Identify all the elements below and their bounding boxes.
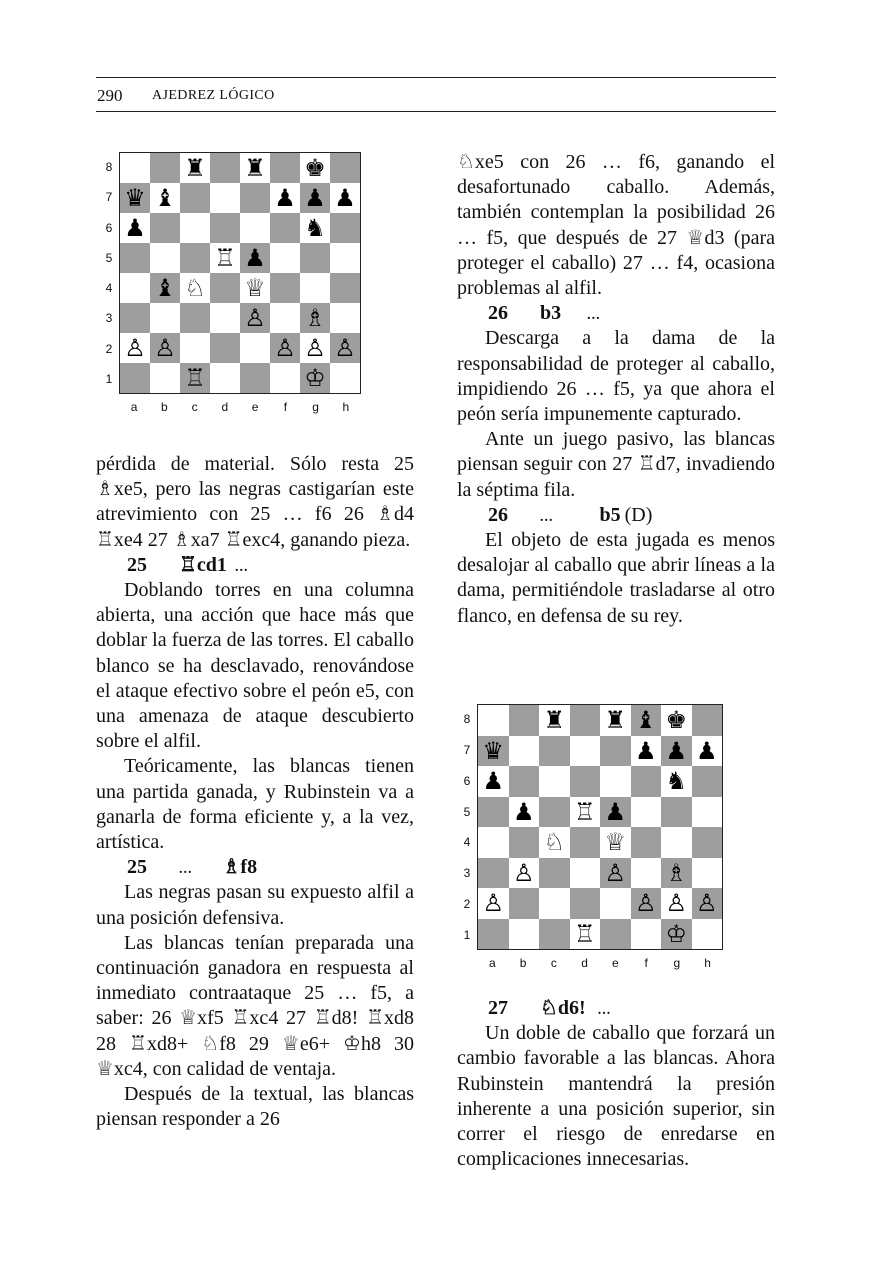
rank-label: 4 [105, 281, 113, 296]
square-h1 [330, 363, 360, 393]
move-number: 25 [127, 553, 147, 576]
square-e4 [240, 273, 270, 303]
square-a8 [478, 705, 509, 736]
rank-label: 4 [463, 835, 471, 850]
chess-piece-icon: ♟ [512, 797, 535, 826]
paragraph: Doblando torres en una columna abierta, una acción que hace más que doblar la fuerza de las torres. El caballo blanco se ha desclavado, renovándose el ataque efectivo sobre el peón e5, con una amenaza de ataque descubierto sobre el alfil. [96, 579, 414, 753]
square-h5 [692, 797, 723, 828]
file-label: c [191, 400, 198, 414]
move-25-white [96, 553, 414, 578]
square-g6 [300, 213, 330, 243]
paragraph: Las blancas tenían preparada una continuación ganadora en respuesta al inmediato contraataque 25 … f5, a saber: 26 ♕xf5 ♖xc4 27 ♖d8! ♖xd8 28 ♖xd8+ ♘f8 29 ♕e6+ ♔h8 30 ♕xc4, con calidad de ventaja. [96, 931, 414, 1080]
square-a2 [120, 333, 150, 363]
rank-label: 1 [105, 371, 113, 386]
chess-piece-icon: ♙ [244, 304, 266, 332]
file-label: e [251, 400, 259, 414]
square-c4 [180, 273, 210, 303]
chess-piece-icon: ♛ [124, 184, 146, 212]
square-a7 [120, 183, 150, 213]
square-a8 [120, 153, 150, 183]
move-26-black [457, 503, 775, 528]
square-f7 [631, 736, 662, 767]
square-b3 [150, 303, 180, 333]
square-c3 [180, 303, 210, 333]
file-label: b [519, 956, 527, 970]
square-c5 [180, 243, 210, 273]
square-e2 [240, 333, 270, 363]
chess-piece-icon: ♘ [543, 828, 565, 857]
chess-piece-icon: ♟ [665, 736, 687, 765]
square-g2 [661, 888, 692, 919]
file-label: g [312, 400, 319, 414]
chess-piece-icon: ♙ [482, 889, 504, 918]
chess-piece-icon: ♜ [244, 154, 266, 182]
chess-piece-icon: ♟ [274, 184, 296, 212]
chess-piece-icon: ♙ [304, 334, 326, 362]
paragraph: Las negras pasan su expuesto alfil a una posición defensiva. [96, 881, 414, 929]
chess-piece-icon: ♟ [334, 184, 356, 212]
square-c2 [539, 888, 570, 919]
move-placeholder: ... [587, 308, 601, 324]
square-d7 [210, 183, 240, 213]
right-column [457, 150, 775, 629]
paragraph: Ante un juego pasivo, las blancas piensan seguir con 27 ♖d7, invadiendo la séptima fila. [457, 428, 775, 501]
chess-piece-icon: ♙ [274, 334, 296, 362]
chess-piece-icon: ♗ [304, 304, 326, 332]
square-a1 [120, 363, 150, 393]
square-h3 [692, 858, 723, 889]
square-g3 [300, 303, 330, 333]
square-c1 [539, 919, 570, 950]
square-f6 [270, 213, 300, 243]
chess-piece-icon: ♔ [304, 364, 326, 392]
square-b8 [509, 705, 540, 736]
chess-piece-icon: ♝ [634, 706, 657, 735]
square-e8 [240, 153, 270, 183]
chess-piece-icon: ♜ [604, 706, 626, 735]
square-f5 [631, 797, 662, 828]
chess-piece-icon: ♜ [543, 706, 565, 735]
square-d4 [570, 827, 601, 858]
square-h6 [692, 766, 723, 797]
file-label: d [221, 400, 229, 414]
move-placeholder: ... [234, 559, 249, 575]
chess-piece-icon: ♔ [665, 919, 687, 948]
file-label: f [283, 400, 288, 414]
chess-piece-icon: ♕ [604, 828, 626, 857]
square-d2 [210, 333, 240, 363]
move-number: 26 [488, 503, 508, 526]
square-f5 [270, 243, 300, 273]
square-h2 [330, 333, 360, 363]
chess-piece-icon: ♖ [214, 244, 236, 272]
square-c3 [539, 858, 570, 889]
square-e6 [600, 766, 631, 797]
move-notation: b5 [599, 503, 621, 526]
rank-label: 5 [463, 804, 471, 819]
rank-label: 3 [105, 311, 113, 326]
chess-piece-icon: ♞ [304, 214, 326, 242]
move-number: 26 [488, 302, 508, 325]
square-b2 [509, 888, 540, 919]
square-c8 [180, 153, 210, 183]
square-e3 [600, 858, 631, 889]
chess-piece-icon: ♚ [665, 706, 687, 735]
square-h1 [692, 919, 723, 950]
square-a6 [478, 766, 509, 797]
square-f2 [270, 333, 300, 363]
square-e3 [240, 303, 270, 333]
square-c8 [539, 705, 570, 736]
chess-piece-icon: ♙ [634, 889, 657, 918]
square-f3 [631, 858, 662, 889]
chess-piece-icon: ♟ [244, 244, 266, 272]
rank-label: 8 [105, 160, 113, 175]
square-a3 [120, 303, 150, 333]
square-f6 [631, 766, 662, 797]
chess-piece-icon: ♟ [634, 736, 657, 765]
square-h5 [330, 243, 360, 273]
square-f2 [631, 888, 662, 919]
square-d8 [570, 705, 601, 736]
chess-piece-icon: ♙ [334, 334, 356, 362]
square-g2 [300, 333, 330, 363]
square-a1 [478, 919, 509, 950]
square-g6 [661, 766, 692, 797]
chess-piece-icon: ♗ [665, 858, 687, 887]
chess-piece-icon: ♟ [695, 736, 718, 765]
square-h4 [692, 827, 723, 858]
square-e6 [240, 213, 270, 243]
file-label: f [644, 956, 648, 970]
file-label: g [673, 956, 681, 970]
square-a2 [478, 888, 509, 919]
square-b1 [509, 919, 540, 950]
square-e8 [600, 705, 631, 736]
square-c1 [180, 363, 210, 393]
chess-piece-icon: ♙ [695, 889, 718, 918]
chess-piece-icon: ♟ [304, 184, 326, 212]
chess-diagram-1 [96, 146, 366, 418]
move-notation: b3 [540, 302, 562, 325]
square-d6 [210, 213, 240, 243]
square-a4 [120, 273, 150, 303]
square-h7 [692, 736, 723, 767]
square-b8 [150, 153, 180, 183]
chess-piece-icon: ♞ [665, 767, 687, 796]
square-h2 [692, 888, 723, 919]
page-number: 290 [97, 86, 123, 105]
chess-piece-icon: ♙ [124, 334, 146, 362]
square-c4 [539, 827, 570, 858]
rank-label: 8 [463, 712, 471, 727]
move-notation: ♘d6! [540, 997, 586, 1019]
rank-label: 7 [463, 743, 471, 758]
file-label: a [489, 956, 496, 970]
chess-piece-icon: ♝ [154, 184, 176, 212]
rank-label: 3 [463, 866, 471, 881]
move-26-white [457, 301, 775, 326]
chess-piece-icon: ♛ [482, 736, 504, 765]
square-b7 [150, 183, 180, 213]
square-h4 [330, 273, 360, 303]
file-label: h [342, 400, 350, 414]
file-label: h [704, 956, 711, 970]
square-f7 [270, 183, 300, 213]
square-g7 [300, 183, 330, 213]
square-h7 [330, 183, 360, 213]
chess-piece-icon: ♖ [573, 919, 596, 948]
square-h6 [330, 213, 360, 243]
move-notation: ♖cd1 [179, 553, 227, 576]
square-f8 [631, 705, 662, 736]
square-f8 [270, 153, 300, 183]
square-d2 [570, 888, 601, 919]
chess-piece-icon: ♙ [512, 858, 535, 887]
square-d5 [570, 797, 601, 828]
chess-piece-icon: ♙ [665, 889, 687, 918]
chess-piece-icon: ♟ [482, 767, 504, 796]
move-27-white [457, 996, 775, 1021]
square-f3 [270, 303, 300, 333]
chess-piece-icon: ♕ [244, 274, 266, 302]
square-c7 [539, 736, 570, 767]
square-b1 [150, 363, 180, 393]
square-g4 [661, 827, 692, 858]
square-e2 [600, 888, 631, 919]
square-g8 [661, 705, 692, 736]
chessboard [477, 704, 723, 950]
square-g5 [661, 797, 692, 828]
square-b4 [509, 827, 540, 858]
square-b4 [150, 273, 180, 303]
square-h3 [330, 303, 360, 333]
chess-piece-icon: ♟ [124, 214, 146, 242]
rank-label: 6 [105, 220, 113, 235]
square-a6 [120, 213, 150, 243]
running-title: AJEDREZ LÓGICO [152, 88, 275, 103]
right-column-lower [457, 996, 775, 1172]
square-d5 [210, 243, 240, 273]
square-f1 [270, 363, 300, 393]
move-number: 27 [488, 997, 508, 1019]
square-d3 [210, 303, 240, 333]
square-d4 [210, 273, 240, 303]
paragraph: Un doble de caballo que forzará un cambio favorable a las blancas. Ahora Rubinstein mantendrá la presión inherente a una posición superior, sin correr el riesgo de enredarse en complicaciones innecesarias. [457, 1022, 775, 1171]
paragraph: Descarga a la dama de la responsabilidad de proteger al caballo, impidiendo 26 … f5, ya que ahora el peón sería impunemente capturado. [457, 327, 775, 426]
diagram-note: (D) [624, 503, 653, 526]
file-label: e [612, 956, 619, 970]
square-g3 [661, 858, 692, 889]
file-label: b [161, 400, 168, 414]
square-d1 [570, 919, 601, 950]
square-e5 [600, 797, 631, 828]
square-f4 [270, 273, 300, 303]
chess-piece-icon: ♙ [604, 858, 626, 887]
square-e1 [240, 363, 270, 393]
square-b5 [150, 243, 180, 273]
square-g7 [661, 736, 692, 767]
square-c5 [539, 797, 570, 828]
chess-diagram-2 [457, 698, 727, 970]
move-notation: ♗f8 [222, 856, 258, 879]
paragraph: Después de la textual, las blancas piensan responder a 26 [96, 1083, 414, 1131]
move-25-black [96, 855, 414, 880]
square-h8 [692, 705, 723, 736]
chess-piece-icon: ♙ [154, 334, 176, 362]
square-b5 [509, 797, 540, 828]
square-b3 [509, 858, 540, 889]
chess-piece-icon: ♖ [573, 797, 596, 826]
chess-piece-icon: ♖ [184, 364, 206, 392]
square-b2 [150, 333, 180, 363]
square-e7 [240, 183, 270, 213]
square-d3 [570, 858, 601, 889]
square-f1 [631, 919, 662, 950]
square-g5 [300, 243, 330, 273]
file-label: a [130, 400, 138, 414]
move-placeholder: ... [597, 1003, 612, 1018]
square-e4 [600, 827, 631, 858]
chess-piece-icon: ♘ [184, 274, 206, 302]
square-a5 [120, 243, 150, 273]
square-a7 [478, 736, 509, 767]
file-label: c [550, 956, 557, 970]
square-c6 [180, 213, 210, 243]
square-c7 [180, 183, 210, 213]
square-e5 [240, 243, 270, 273]
move-placeholder: ... [540, 509, 554, 525]
left-column [96, 452, 414, 1132]
chessboard [119, 152, 361, 394]
rank-label: 6 [463, 773, 471, 788]
square-d6 [570, 766, 601, 797]
square-a5 [478, 797, 509, 828]
square-c6 [539, 766, 570, 797]
running-header [96, 77, 776, 112]
rank-label: 2 [105, 341, 113, 356]
square-e1 [600, 919, 631, 950]
chess-piece-icon: ♝ [154, 274, 176, 302]
file-label: d [581, 956, 588, 970]
chess-piece-icon: ♟ [604, 797, 626, 826]
square-h8 [330, 153, 360, 183]
square-d1 [210, 363, 240, 393]
square-a4 [478, 827, 509, 858]
square-f4 [631, 827, 662, 858]
move-number: 25 [127, 856, 147, 879]
square-d8 [210, 153, 240, 183]
square-g4 [300, 273, 330, 303]
square-b6 [150, 213, 180, 243]
rank-label: 5 [105, 250, 113, 265]
rank-label: 7 [105, 190, 113, 205]
square-g1 [300, 363, 330, 393]
paragraph: ♘xe5 con 26 … f6, ganando el desafortunado caballo. Además, también contemplan la posibilidad 26 … f5, que después de 27 ♕d3 (para proteger el caballo) 27 … f4, ocasiona problemas al alfil. [457, 151, 775, 300]
rank-label: 1 [463, 927, 471, 942]
chess-piece-icon: ♚ [304, 154, 326, 182]
square-e7 [600, 736, 631, 767]
square-b6 [509, 766, 540, 797]
square-g1 [661, 919, 692, 950]
paragraph: pérdida de material. Sólo resta 25 ♗xe5, pero las negras castigarían este atrevimiento con 25 … f6 26 ♗d4 ♖xe4 27 ♗xa7 ♖exc4, ganando pieza. [96, 453, 414, 551]
square-b7 [509, 736, 540, 767]
paragraph: El objeto de esta jugada es menos desalojar al caballo que abrir líneas a la dama, permitiéndole trasladarse al otro flanco, en defensa de su rey. [457, 529, 775, 627]
square-g8 [300, 153, 330, 183]
square-a3 [478, 858, 509, 889]
square-c2 [180, 333, 210, 363]
chess-piece-icon: ♜ [184, 154, 206, 182]
paragraph: Teóricamente, las blancas tienen una partida ganada, y Rubinstein va a ganarla de forma eficiente y, a la vez, artística. [96, 755, 414, 854]
rank-label: 2 [463, 896, 471, 911]
move-placeholder: ... [179, 862, 193, 878]
square-d7 [570, 736, 601, 767]
